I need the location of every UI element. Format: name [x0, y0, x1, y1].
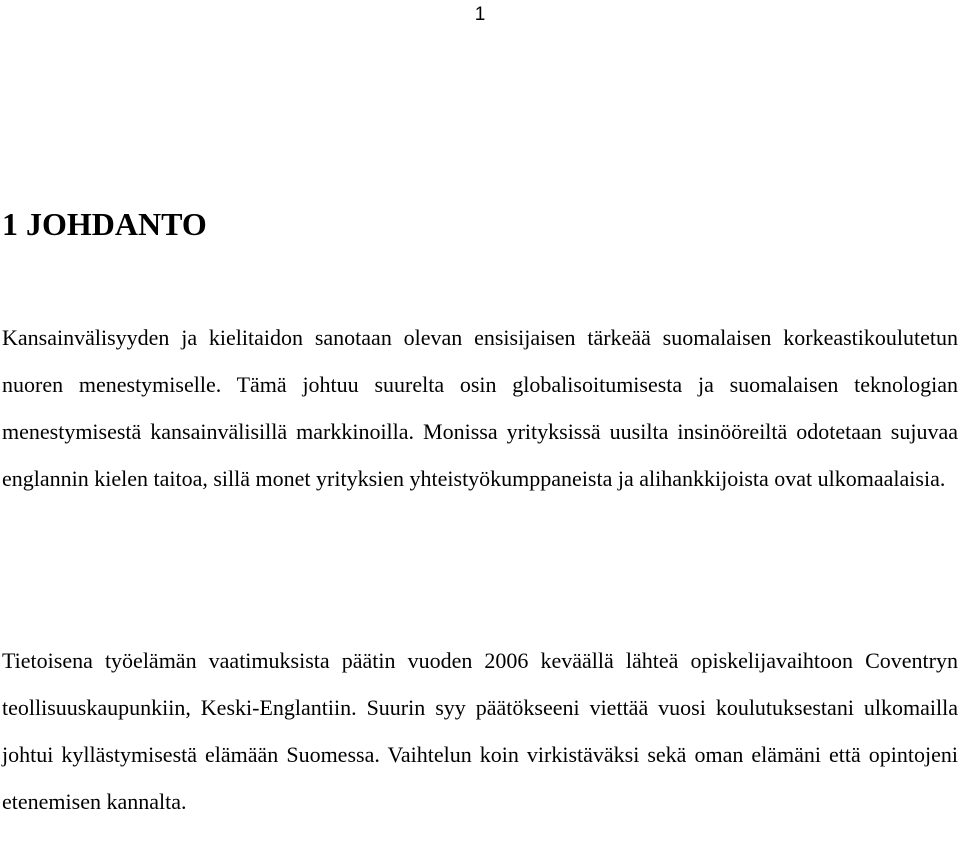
paragraph-intro: Kansainvälisyyden ja kielitaidon sanotaan olevan ensisijaisen tärkeää suomalaisen korkeastikoulutetun nuoren menestymiselle. Tämä johtuu suurelta osin globalisoitumisesta ja suomalaisen teknologian menestymisestä kansainvälisillä markkinoilla. Monissa yrityksissä uusilta insinööreiltä odotetaan sujuvaa englannin kielen taitoa, sillä monet yrityksien yhteistyökumppaneista ja alihankkijoista ovat ulkomaalaisia.: [2, 325, 958, 491]
paragraph-motivation: Tietoisena työelämän vaatimuksista päätin vuoden 2006 keväällä lähteä opiskelijavaihtoon Coventryn teollisuuskaupunkiin, Keski-Englantiin. Suurin syy päätökseeni viettää vuosi koulutuksestani ulkomailla johtui kyllästymisestä elämään Suomessa. Vaihtelun koin virkistäväksi sekä oman elämäni että opintojeni etenemisen kannalta.: [2, 648, 958, 814]
page-number: 1: [474, 4, 486, 25]
chapter-heading: 1 JOHDANTO: [2, 206, 207, 242]
